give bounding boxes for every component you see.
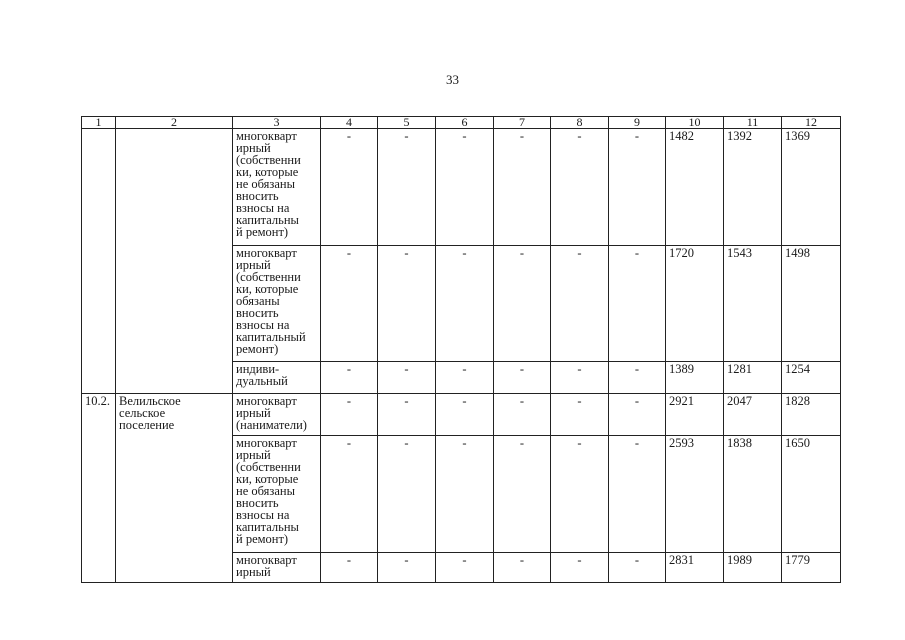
settlement-name-cell (116, 129, 233, 394)
cell-col-9: - (609, 436, 666, 553)
tariff-table (81, 116, 841, 583)
column-header-2: 2 (116, 117, 233, 129)
column-header-12: 12 (782, 117, 841, 129)
cell-col-9: - (609, 394, 666, 436)
cell-col-7: - (494, 436, 551, 553)
housing-type-cell: многокварт ирный (233, 553, 321, 583)
cell-col-4: - (321, 129, 378, 246)
column-header-9: 9 (609, 117, 666, 129)
cell-col-12: 1779 (782, 553, 841, 583)
cell-col-5: - (378, 553, 436, 583)
cell-col-12: 1498 (782, 246, 841, 362)
cell-col-5: - (378, 246, 436, 362)
cell-col-6: - (436, 394, 494, 436)
cell-col-8: - (551, 553, 609, 583)
cell-col-10: 2593 (666, 436, 724, 553)
cell-col-11: 1392 (724, 129, 782, 246)
cell-col-8: - (551, 246, 609, 362)
cell-col-7: - (494, 362, 551, 394)
cell-col-9: - (609, 129, 666, 246)
cell-col-12: 1650 (782, 436, 841, 553)
cell-col-11: 1543 (724, 246, 782, 362)
column-header-4: 4 (321, 117, 378, 129)
column-header-1: 1 (82, 117, 116, 129)
cell-col-12: 1369 (782, 129, 841, 246)
column-header-8: 8 (551, 117, 609, 129)
housing-type-cell: многокварт ирный (собственни ки, которые не обязаны вносить взносы на капитальны й ремонт) (233, 129, 321, 246)
cell-col-10: 1482 (666, 129, 724, 246)
cell-col-5: - (378, 129, 436, 246)
cell-col-7: - (494, 129, 551, 246)
cell-col-8: - (551, 362, 609, 394)
cell-col-5: - (378, 362, 436, 394)
column-header-5: 5 (378, 117, 436, 129)
cell-col-6: - (436, 436, 494, 553)
housing-type-cell: многокварт ирный (собственни ки, которые не обязаны вносить взносы на капитальны й ремонт) (233, 436, 321, 553)
cell-col-11: 1281 (724, 362, 782, 394)
row-index-cell: 10.2. (82, 394, 116, 583)
cell-col-10: 2921 (666, 394, 724, 436)
column-header-7: 7 (494, 117, 551, 129)
cell-col-7: - (494, 553, 551, 583)
cell-col-9: - (609, 553, 666, 583)
cell-col-4: - (321, 362, 378, 394)
cell-col-6: - (436, 246, 494, 362)
cell-col-6: - (436, 553, 494, 583)
cell-col-11: 1989 (724, 553, 782, 583)
column-header-3: 3 (233, 117, 321, 129)
housing-type-cell: многокварт ирный (собственни ки, которые обязаны вносить взносы на капитальный ремонт) (233, 246, 321, 362)
housing-type-cell: индиви- дуальный (233, 362, 321, 394)
cell-col-8: - (551, 436, 609, 553)
cell-col-5: - (378, 394, 436, 436)
cell-col-7: - (494, 246, 551, 362)
cell-col-4: - (321, 394, 378, 436)
cell-col-11: 2047 (724, 394, 782, 436)
cell-col-6: - (436, 129, 494, 246)
page-number: 33 (446, 72, 459, 87)
cell-col-10: 1720 (666, 246, 724, 362)
table-row (82, 129, 841, 246)
cell-col-4: - (321, 246, 378, 362)
cell-col-6: - (436, 362, 494, 394)
cell-col-9: - (609, 246, 666, 362)
row-index-cell (82, 129, 116, 394)
cell-col-9: - (609, 362, 666, 394)
column-header-11: 11 (724, 117, 782, 129)
cell-col-11: 1838 (724, 436, 782, 553)
cell-col-8: - (551, 394, 609, 436)
cell-col-7: - (494, 394, 551, 436)
cell-col-4: - (321, 436, 378, 553)
housing-type-cell: многокварт ирный (наниматели) (233, 394, 321, 436)
column-header-10: 10 (666, 117, 724, 129)
cell-col-12: 1254 (782, 362, 841, 394)
cell-col-5: - (378, 436, 436, 553)
column-header-6: 6 (436, 117, 494, 129)
cell-col-10: 2831 (666, 553, 724, 583)
cell-col-10: 1389 (666, 362, 724, 394)
table-header-row (82, 117, 841, 129)
cell-col-4: - (321, 553, 378, 583)
settlement-name-cell: Велильское сельское поселение (116, 394, 233, 583)
cell-col-12: 1828 (782, 394, 841, 436)
table-row (82, 394, 841, 436)
cell-col-8: - (551, 129, 609, 246)
